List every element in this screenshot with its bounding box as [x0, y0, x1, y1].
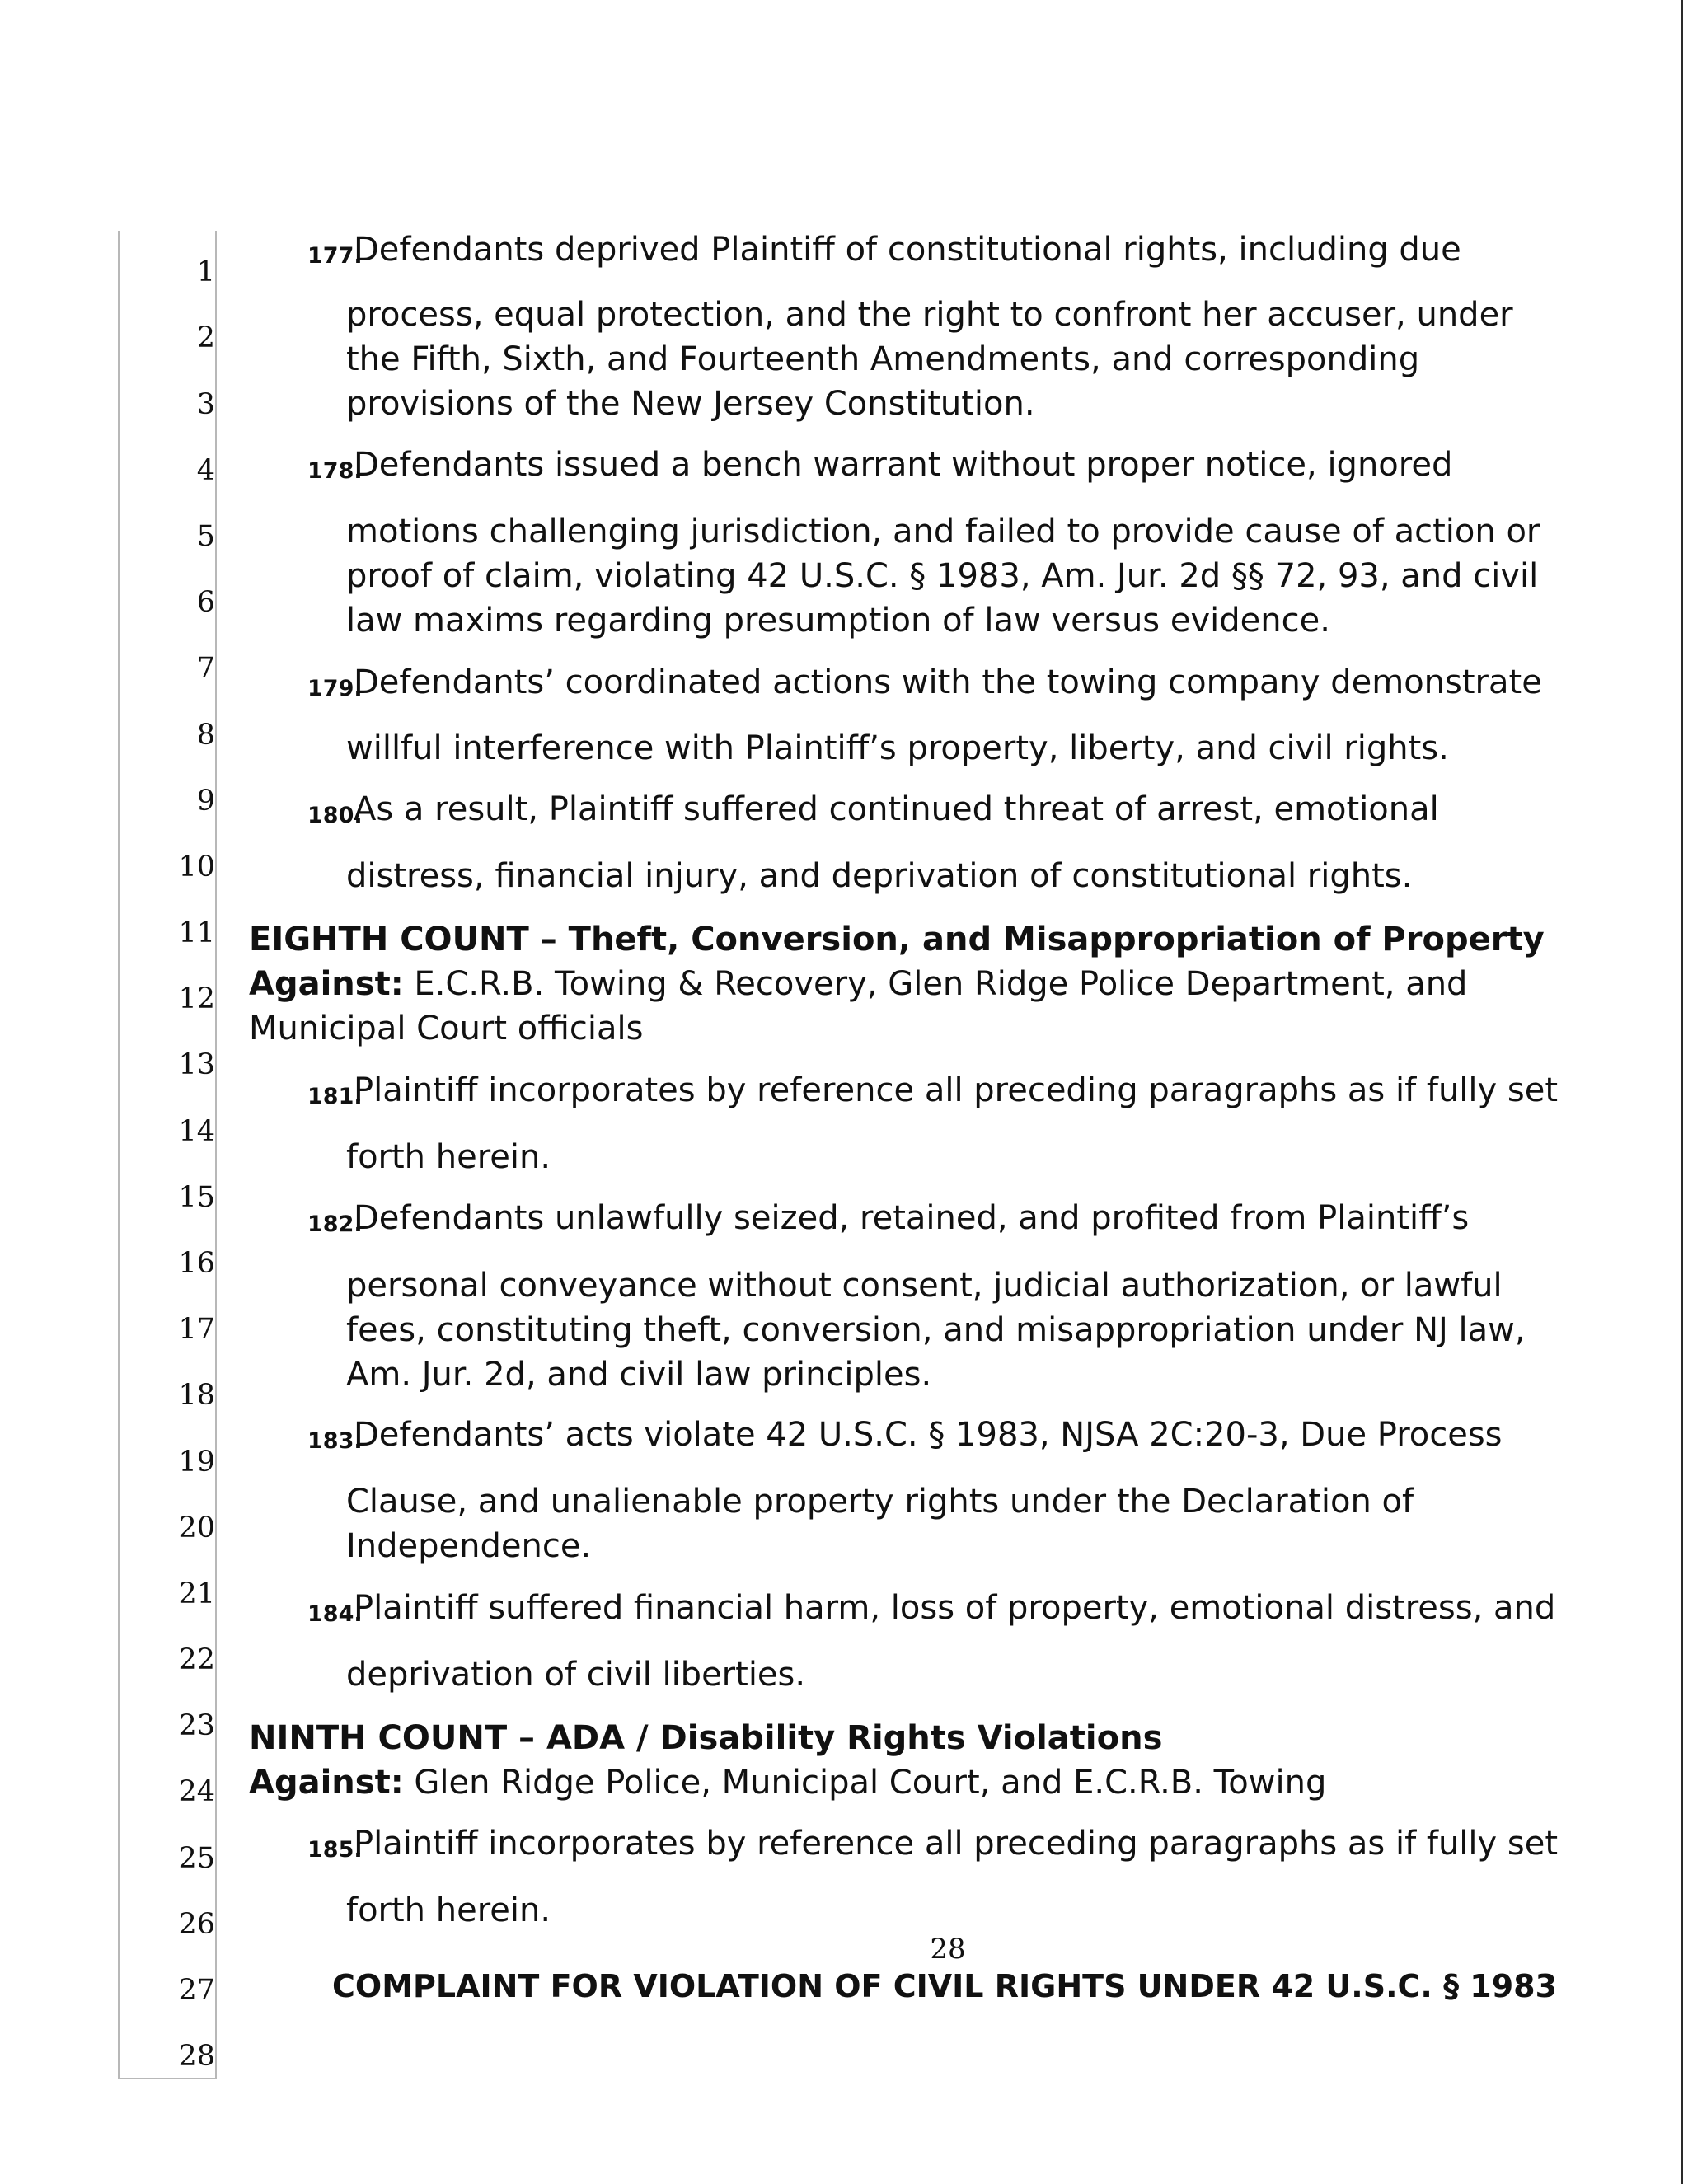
paragraph-continuation: process, equal protection, and the right to confront her accuser, under the Fifth, Sixth, and Fourteenth Amendments, and corresponding provisions of the New Jersey Constitution.: [346, 296, 1513, 423]
paragraph-continuation: forth herein.: [346, 1138, 551, 1176]
line-number: 5: [196, 520, 215, 553]
line-number: 8: [196, 719, 215, 752]
count-against-continued: Municipal Court officials: [249, 1010, 644, 1047]
line-number: 6: [196, 586, 215, 619]
paragraph-first-line: Plaintiff incorporates by reference all preceding paragraphs as if fully set: [354, 1825, 1559, 1863]
line-number: 14: [178, 1115, 215, 1148]
against-label: Against:: [249, 965, 404, 1003]
line-number-gutter: [118, 231, 217, 2079]
against-parties: Glen Ridge Police, Municipal Court, and E.C.R.B. Towing: [403, 1764, 1327, 1802]
line-number: 10: [178, 851, 215, 883]
line-number: 2: [196, 321, 215, 354]
line-number: 23: [178, 1709, 215, 1742]
line-number: 22: [178, 1643, 215, 1676]
footer-title: COMPLAINT FOR VIOLATION OF CIVIL RIGHTS UNDER 42 U.S.C. § 1983: [332, 1968, 1558, 2004]
page-number: 28: [930, 1933, 966, 1966]
line-number: 21: [178, 1577, 215, 1610]
line-number: 1: [196, 255, 215, 288]
line-number: 18: [178, 1379, 215, 1412]
paragraph-number: 181.: [307, 1084, 363, 1109]
line-number: 25: [178, 1842, 215, 1875]
line-number: 4: [196, 454, 215, 487]
paragraph-number: 185.: [307, 1837, 363, 1863]
count-title: EIGHTH COUNT – Theft, Conversion, and Misappropriation of Property: [249, 921, 1545, 958]
page-edge: [1681, 0, 1683, 2184]
line-number: 12: [178, 982, 215, 1015]
paragraph-continuation: willful interference with Plaintiff’s property, liberty, and civil rights.: [346, 729, 1449, 767]
paragraph-number: 178.: [307, 458, 363, 484]
line-number: 11: [178, 916, 215, 949]
paragraph-continuation: distress, financial injury, and deprivation of constitutional rights.: [346, 857, 1413, 895]
line-number: 3: [196, 388, 215, 421]
paragraph-continuation: forth herein.: [346, 1891, 551, 1929]
paragraph-first-line: Defendants unlawfully seized, retained, and profited from Plaintiff’s: [354, 1199, 1470, 1237]
against-label: Against:: [249, 1764, 404, 1802]
paragraph-continuation: Clause, and unalienable property rights under the Declaration of Independence.: [346, 1483, 1414, 1565]
count-against: [249, 1760, 1326, 1805]
line-number: 26: [178, 1908, 215, 1941]
paragraph-first-line: Defendants deprived Plaintiff of constitutional rights, including due: [354, 231, 1461, 269]
paragraph-first-line: As a result, Plaintiff suffered continued threat of arrest, emotional: [354, 790, 1439, 828]
paragraph-continuation: motions challenging jurisdiction, and failed to provide cause of action or proof of claim, violating 42 U.S.C. § 1983, Am. Jur. 2d §§ 72, 93, and civil law maxims regarding presumption of law versus evidence.: [346, 513, 1540, 640]
count-against: [249, 962, 1467, 1006]
line-number: 27: [178, 1974, 215, 2007]
line-number: 15: [178, 1181, 215, 1214]
line-number: 17: [178, 1313, 215, 1346]
paragraph-number: 182.: [307, 1212, 363, 1237]
paragraph-first-line: Defendants’ coordinated actions with the towing company demonstrate: [354, 663, 1542, 701]
line-number: 20: [178, 1511, 215, 1544]
line-number: 28: [178, 2040, 215, 2073]
paragraph-first-line: Plaintiff suffered financial harm, loss of property, emotional distress, and: [354, 1589, 1556, 1627]
against-parties: E.C.R.B. Towing & Recovery, Glen Ridge Police Department, and: [403, 965, 1468, 1003]
line-number: 19: [178, 1446, 215, 1479]
paragraph-number: 179.: [307, 676, 363, 701]
paragraph-number: 177.: [307, 243, 363, 269]
paragraph-continuation: deprivation of civil liberties.: [346, 1656, 806, 1694]
line-number: 9: [196, 785, 215, 818]
paragraph-number: 184.: [307, 1601, 363, 1627]
paragraph-number: 183.: [307, 1428, 363, 1454]
paragraph-continuation: personal conveyance without consent, judicial authorization, or lawful fees, constituting theft, conversion, and misappropriation under NJ law, Am. Jur. 2d, and civil law principles.: [346, 1267, 1526, 1394]
line-number: 7: [196, 652, 215, 685]
paragraph-number: 180.: [307, 803, 363, 828]
line-number: 13: [178, 1048, 215, 1081]
count-title: NINTH COUNT – ADA / Disability Rights Violations: [249, 1719, 1163, 1757]
paragraph-first-line: Plaintiff incorporates by reference all preceding paragraphs as if fully set: [354, 1071, 1559, 1109]
paragraph-first-line: Defendants issued a bench warrant without proper notice, ignored: [354, 446, 1453, 484]
line-number: 24: [178, 1775, 215, 1808]
paragraph-first-line: Defendants’ acts violate 42 U.S.C. § 1983, NJSA 2C:20-3, Due Process: [354, 1416, 1503, 1454]
line-number: 16: [178, 1247, 215, 1280]
